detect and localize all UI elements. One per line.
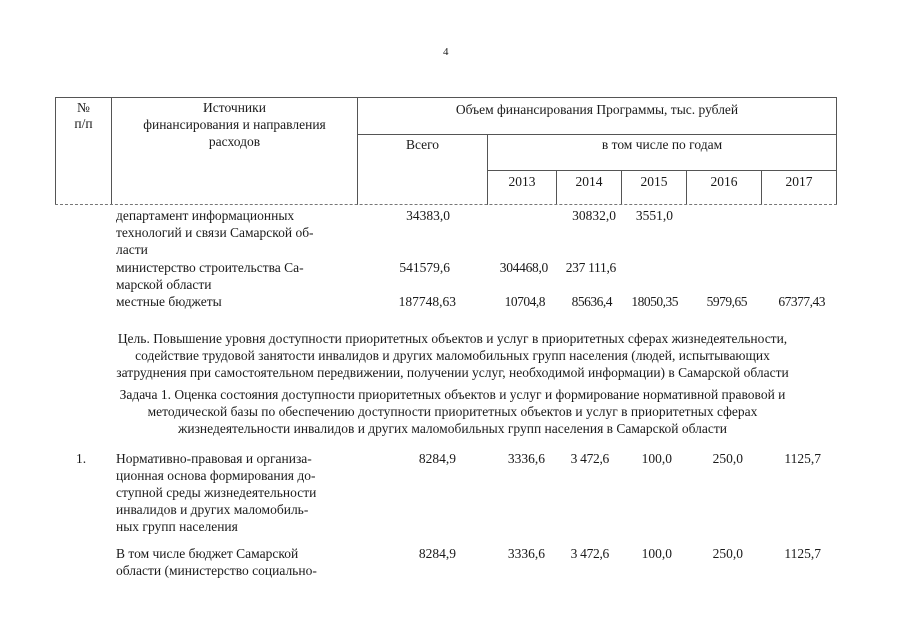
cell-2015: 100,0 [641,451,672,466]
cell-2015: 3551,0 [635,208,673,223]
row-label: марской области [116,277,212,292]
row-label: В том числе бюджет Самарской [116,546,299,561]
cell-2013: 304468,0 [499,260,548,275]
row-total: 8284,9 [418,546,456,561]
header-num-2: п/п [74,116,93,131]
cell-2016: 250,0 [712,546,743,561]
row-label: технологий и связи Самарской об- [116,225,314,240]
row-total: 541579,6 [399,260,450,275]
cell-2016: 250,0 [712,451,743,466]
row-total: 8284,9 [418,451,456,466]
cell-2014: 85636,4 [571,294,612,309]
header-volume: Объем финансирования Программы, тыс. рублей [455,102,739,117]
header-sources-1: Источники [203,100,266,115]
row-label: местные бюджеты [116,294,222,309]
cell-2014: 30832,0 [572,208,616,223]
cell-2013: 10704,8 [504,294,545,309]
header-num-1: № [77,100,90,115]
row-label: департамент информационных [116,208,295,223]
row-label: инвалидов и других маломобиль- [116,502,309,517]
cell-2017: 1125,7 [784,546,821,561]
cell-2015: 100,0 [641,546,672,561]
page-number: 4 [443,46,449,58]
cell-2013: 3336,6 [507,546,545,561]
row-total: 187748,63 [398,294,456,309]
goal-line: содействие трудовой занятости инвалидов и других маломобильных групп населения (людей, испытывающих [135,348,770,363]
row-label: ступной среды жизнедеятельности [116,485,317,500]
row-total: 34383,0 [406,208,450,223]
cell-2014: 3 472,6 [570,546,609,561]
cell-2016: 5979,65 [706,294,747,309]
cell-2017: 67377,43 [778,294,825,309]
header-by-years: в том числе по годам [601,137,723,152]
cell-2015: 18050,35 [631,294,678,309]
goal-line: Цель. Повышение уровня доступности приоритетных объектов и услуг в приоритетных сферах жизнедеятельности, [117,331,788,346]
header-sources-2: финансирования и направления [143,117,326,132]
cell-2014: 237 111,6 [565,260,616,275]
row-label: Нормативно-правовая и организа- [116,451,312,466]
header-year-2015: 2015 [640,174,668,189]
header-total: Всего [405,137,440,152]
task-line: Задача 1. Оценка состояния доступности приоритетных объектов и услуг и формирование нормативной правовой и [119,387,786,402]
goal-line: затруднения при самостоятельном передвижении, получении услуг, необходимой информации) в Самарской области [116,365,789,380]
task-line: жизнедеятельности инвалидов и других маломобильных групп населения в Самарской области [178,421,727,436]
row-label: ных групп населения [116,519,238,534]
row-label: ционная основа формирования до- [116,468,316,483]
row-label: области (министерство социально- [116,563,317,578]
header-year-2016: 2016 [710,174,738,189]
header-year-2014: 2014 [575,174,603,189]
row-label: министерство строительства Са- [116,260,304,275]
header-year-2017: 2017 [785,174,813,189]
header-sources-3: расходов [208,134,261,149]
item-number: 1. [76,451,87,466]
cell-2013: 3336,6 [507,451,545,466]
cell-2017: 1125,7 [784,451,821,466]
task-line: методической базы по обеспечению доступности приоритетных объектов и услуг в приоритетных сферах [147,404,758,419]
row-label: ласти [116,242,148,257]
cell-2014: 3 472,6 [570,451,609,466]
header-year-2013: 2013 [508,174,536,189]
